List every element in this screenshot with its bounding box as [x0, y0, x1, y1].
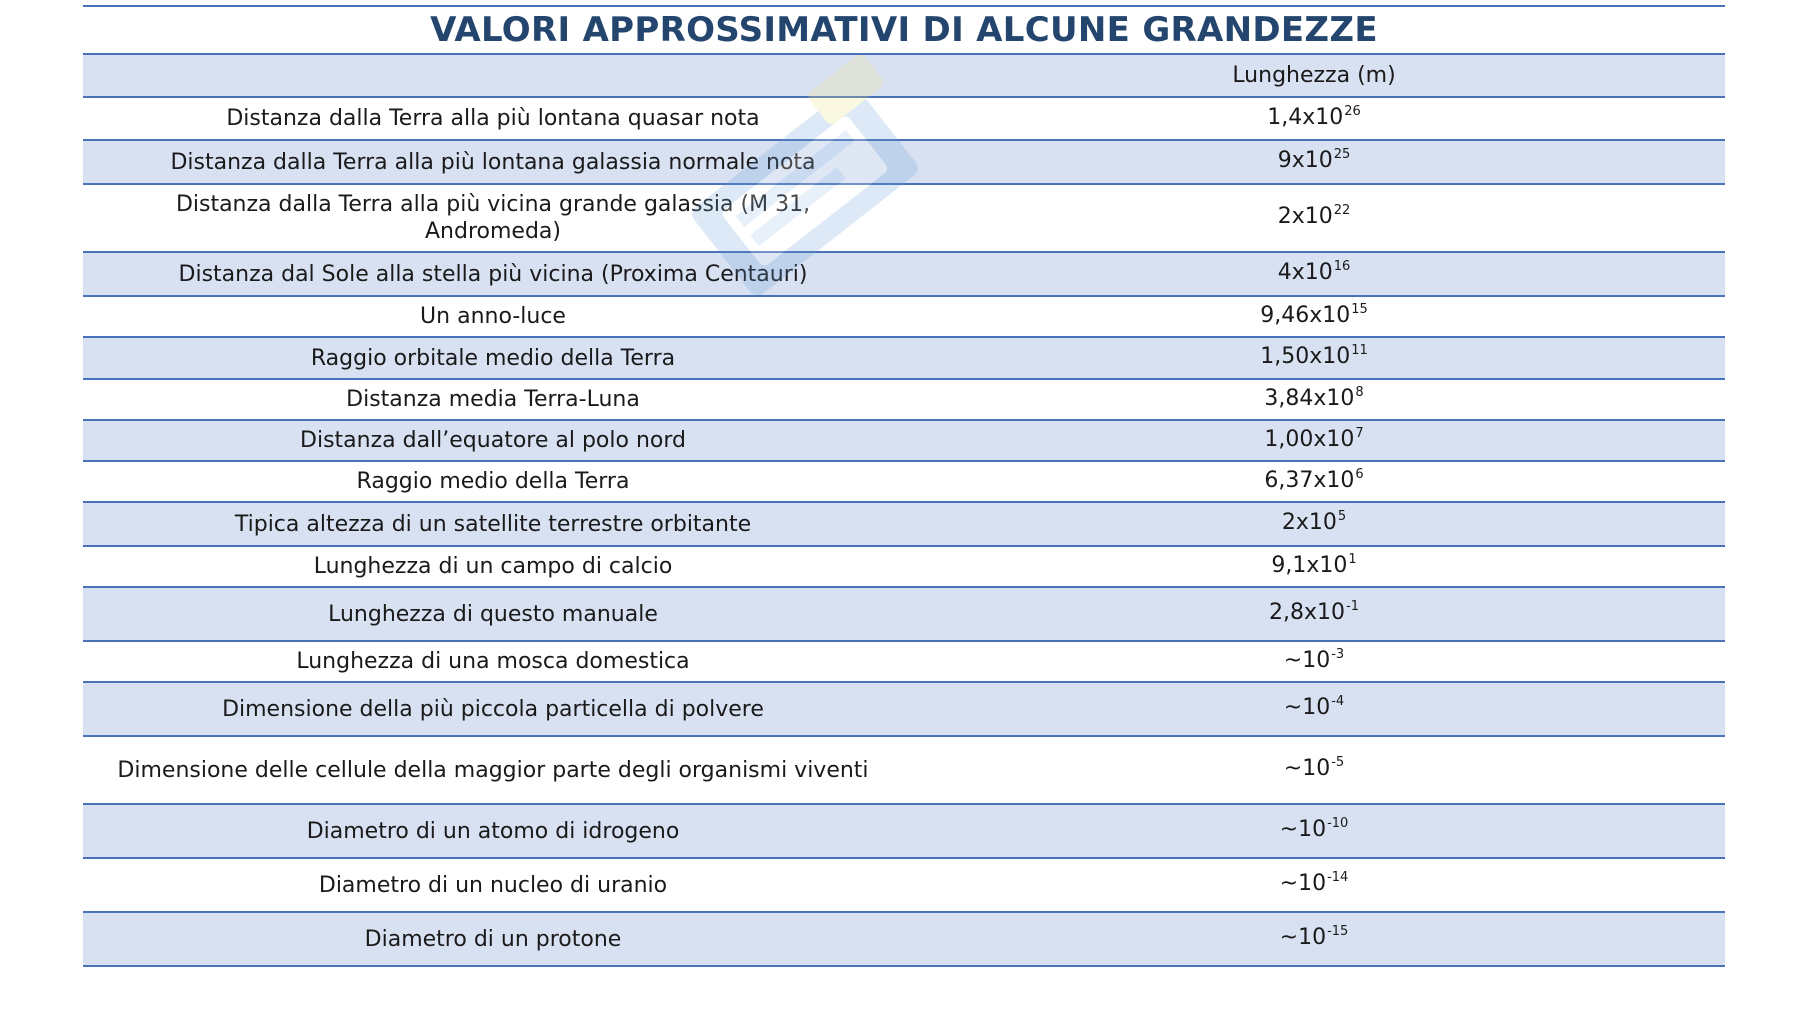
- table-row: [83, 502, 1725, 546]
- column-header-label: [83, 55, 903, 97]
- value-exponent: -1: [1346, 599, 1359, 614]
- value-exponent: -4: [1331, 694, 1345, 709]
- value-mantissa: 9x10: [1277, 148, 1333, 173]
- values-table: [83, 55, 1725, 967]
- table-row: [83, 420, 1725, 461]
- column-header-length: Lunghezza (m): [903, 55, 1725, 97]
- value-mantissa: ~10: [1283, 695, 1331, 720]
- row-label: Distanza dall’equatore al polo nord: [83, 420, 903, 461]
- row-label: Distanza dalla Terra alla più lontana quasar nota: [83, 97, 903, 140]
- row-label: Distanza dalla Terra alla più vicina grande galassia (M 31, Andromeda): [83, 184, 903, 252]
- row-value: [903, 502, 1725, 546]
- value-mantissa: 1,50x10: [1260, 344, 1351, 369]
- table-row: [83, 337, 1725, 379]
- value-exponent: 5: [1337, 509, 1347, 524]
- row-label: Lunghezza di una mosca domestica: [83, 641, 903, 682]
- value-mantissa: 4x10: [1277, 260, 1333, 285]
- table-row: [83, 379, 1725, 420]
- row-label: Dimensione delle cellule della maggior parte degli organismi viventi: [83, 736, 903, 804]
- table-row: [83, 858, 1725, 912]
- value-exponent: 16: [1333, 259, 1351, 274]
- row-value: [903, 587, 1725, 641]
- row-value: [903, 912, 1725, 966]
- row-value: [903, 337, 1725, 379]
- value-mantissa: ~10: [1279, 871, 1327, 896]
- value-mantissa: ~10: [1283, 756, 1331, 781]
- value-exponent: -3: [1331, 646, 1345, 662]
- title-row: [83, 5, 1725, 55]
- row-value: [903, 420, 1725, 461]
- value-exponent: 1: [1348, 551, 1357, 567]
- row-label: Tipica altezza di un satellite terrestre orbitante: [83, 502, 903, 546]
- value-mantissa: 9,1x10: [1271, 552, 1348, 578]
- table-row: [83, 682, 1725, 736]
- row-label: Un anno-luce: [83, 296, 903, 337]
- document-page: [83, 5, 1725, 967]
- table-row: [83, 140, 1725, 184]
- value-mantissa: ~10: [1283, 647, 1331, 673]
- value-exponent: 22: [1333, 203, 1351, 218]
- value-exponent: -14: [1327, 870, 1349, 885]
- row-label: Diametro di un nucleo di uranio: [83, 858, 903, 912]
- row-label: Raggio medio della Terra: [83, 461, 903, 502]
- table-row: [83, 252, 1725, 296]
- table-row: [83, 461, 1725, 502]
- table-row: [83, 912, 1725, 966]
- value-mantissa: 1,4x10: [1267, 104, 1344, 130]
- value-exponent: 11: [1351, 343, 1368, 358]
- row-label: Dimensione della più piccola particella di polvere: [83, 682, 903, 736]
- row-value: [903, 379, 1725, 420]
- row-value: [903, 97, 1725, 140]
- value-exponent: 25: [1333, 147, 1351, 162]
- row-label: Lunghezza di questo manuale: [83, 587, 903, 641]
- table-header-row: [83, 55, 1725, 97]
- row-label: Raggio orbitale medio della Terra: [83, 337, 903, 379]
- row-label: Distanza dalla Terra alla più lontana galassia normale nota: [83, 140, 903, 184]
- value-exponent: 8: [1355, 384, 1364, 400]
- row-label: Diametro di un protone: [83, 912, 903, 966]
- row-value: [903, 682, 1725, 736]
- row-value: [903, 804, 1725, 858]
- value-exponent: 7: [1355, 425, 1364, 441]
- row-value: [903, 736, 1725, 804]
- value-exponent: -15: [1327, 924, 1349, 939]
- row-value: [903, 461, 1725, 502]
- value-exponent: 26: [1344, 103, 1361, 119]
- value-mantissa: 9,46x10: [1260, 302, 1351, 328]
- table-row: [83, 184, 1725, 252]
- value-mantissa: ~10: [1279, 817, 1327, 842]
- table-row: [83, 296, 1725, 337]
- table-row: [83, 587, 1725, 641]
- row-value: [903, 140, 1725, 184]
- value-mantissa: 6,37x10: [1264, 467, 1355, 493]
- page-title: VALORI APPROSSIMATIVI DI ALCUNE GRANDEZZE: [430, 10, 1378, 50]
- row-value: [903, 546, 1725, 587]
- row-label: Distanza media Terra-Luna: [83, 379, 903, 420]
- value-mantissa: 2x10: [1281, 510, 1337, 535]
- table-row: [83, 97, 1725, 140]
- table-row: [83, 736, 1725, 804]
- row-value: [903, 296, 1725, 337]
- table-row: [83, 804, 1725, 858]
- value-exponent: 6: [1355, 466, 1364, 482]
- row-value: [903, 858, 1725, 912]
- row-value: [903, 641, 1725, 682]
- row-label: Lunghezza di un campo di calcio: [83, 546, 903, 587]
- value-mantissa: 3,84x10: [1264, 385, 1355, 411]
- value-exponent: -5: [1331, 755, 1345, 770]
- value-exponent: -10: [1327, 816, 1349, 831]
- row-value: [903, 252, 1725, 296]
- value-mantissa: 1,00x10: [1264, 426, 1355, 452]
- value-mantissa: 2x10: [1277, 204, 1333, 229]
- row-value: [903, 184, 1725, 252]
- value-exponent: 15: [1351, 301, 1368, 317]
- row-label: Distanza dal Sole alla stella più vicina (Proxima Centauri): [83, 252, 903, 296]
- table-row: [83, 641, 1725, 682]
- value-mantissa: 2,8x10: [1269, 600, 1346, 625]
- table-row: [83, 546, 1725, 587]
- value-mantissa: ~10: [1279, 925, 1327, 950]
- row-label: Diametro di un atomo di idrogeno: [83, 804, 903, 858]
